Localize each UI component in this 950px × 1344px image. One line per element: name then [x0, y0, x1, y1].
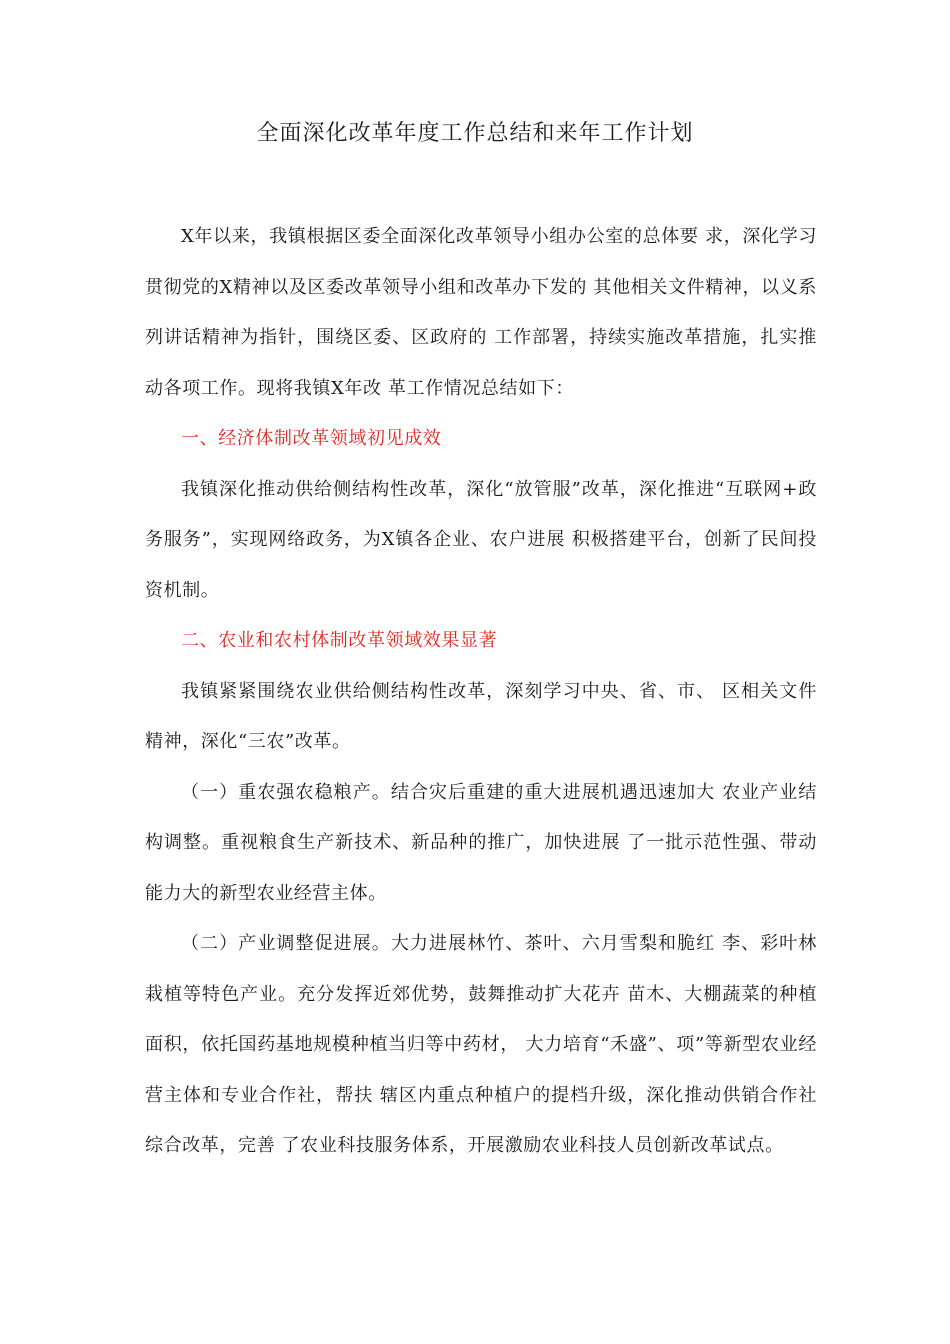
industry-paragraph: （二）产业调整促进展。大力进展林竹、茶叶、六月雪梨和脆红 李、彩叶林栽植等特色产业。充分发挥近郊优势，鼓舞推动扩大花卉 苗木、大棚蔬菜的种植面积，依托国药基地规模种植当归等中药材， 大力培育“禾盛”、项”等新型农业经营主体和专业合作社，帮扶 辖区内重点种植户的提档升级，深化推动供销合作社综合改革，完善 了农业科技服务体系，开展激励农业科技人员创新改革试点。 [145, 933, 817, 1156]
agriculture-paragraph: 我镇紧紧围绕农业供给侧结构性改革，深刻学习中央、省、市、 区相关文件精神，深化“三农”改革。 [145, 680, 817, 752]
section-heading-agriculture: 二、农业和农村体制改革领域效果显著 [181, 630, 498, 651]
document-body [145, 212, 817, 1172]
document-title: 全面深化改革年度工作总结和来年工作计划 [256, 121, 694, 146]
intro-paragraph: X年以来，我镇根据区委全面深化改革领导小组办公室的总体要 求，深化学习贯彻党的X精神以及区委改革领导小组和改革办下发的 其他相关文件精神，以义系列讲话精神为指针，围绕区委、区政府的 工作部署，持续实施改革措施，扎实推动各项工作。现将我镇X年改 革工作情况总结如下： [145, 226, 817, 399]
grain-paragraph: （一）重农强农稳粮产。结合灾后重建的重大进展机遇迅速加大 农业产业结构调整。重视粮食生产新技术、新品种的推广，加快进展 了一批示范性强、带动能力大的新型农业经营主体。 [145, 781, 817, 904]
section-heading-economy: 一、经济体制改革领域初见成效 [181, 428, 442, 449]
economy-paragraph: 我镇深化推动供给侧结构性改革，深化“放管服”改革，深化推进“互联网+政务服务”，实现网络政务，为X镇各企业、农户进展 积极搭建平台，创新了民间投资机制。 [145, 478, 817, 601]
